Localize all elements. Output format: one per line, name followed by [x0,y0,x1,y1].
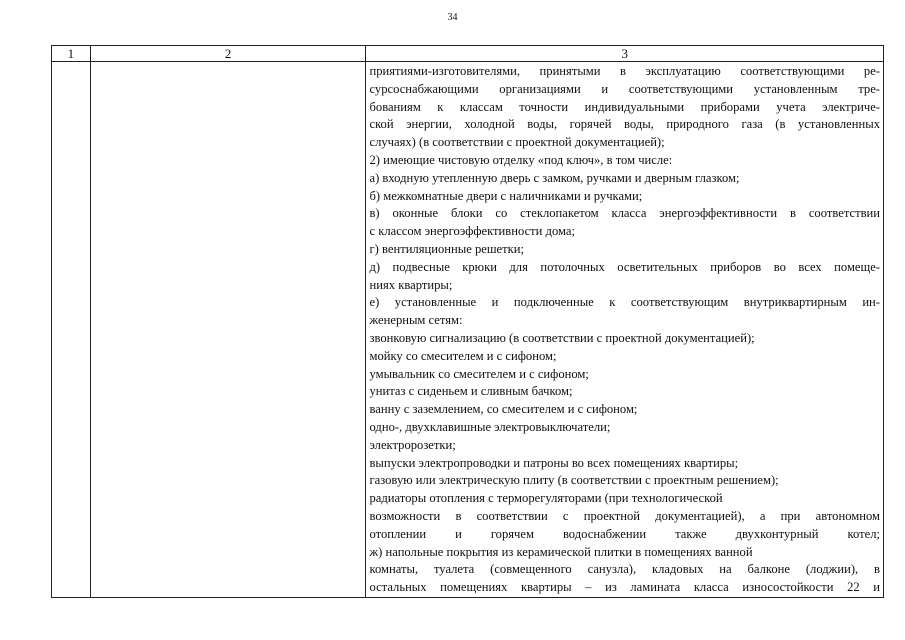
text-line: остальных помещениях квартиры – из ламината класса износостойкости 22 и [369,580,880,595]
column-header-3: 3 [366,46,884,62]
text-line: женерным сетям: [369,313,463,328]
text-line: электророзетки; [369,437,456,452]
text-line: ж) напольные покрытия из керамической плитки в помещениях ванной [369,544,753,559]
text-line: унитаз с сиденьем и сливным бачком; [369,384,573,399]
text-line: комнаты, туалета (совмещенного санузла), кладовых на балконе (лоджии), в [369,562,880,577]
text-line: г) вентиляционные решетки; [369,241,525,256]
document-table [51,45,884,598]
text-line: а) входную утепленную дверь с замком, ручками и дверным глазком; [369,170,740,185]
page-number: 34 [447,12,458,23]
text-line: возможности в соответствии с проектной документацией), а при автономном [369,508,880,523]
text-line: ской энергии, холодной воды, горячей воды, природного газа (в установленных [369,117,880,132]
table-header-row [52,46,884,62]
text-line: умывальник со смесителем и с сифоном; [369,366,589,381]
text-line: 2) имеющие чистовую отделку «под ключ», в том числе: [369,152,673,167]
text-line: одно-, двухклавишные электровыключатели; [369,419,611,434]
text-line: е) установленные и подключенные к соответствующим внутриквартирным ин- [369,295,880,310]
text-line: газовую или электрическую плиту (в соответствии с проектным решением); [369,473,779,488]
text-line: в) оконные блоки со стеклопакетом класса энергоэффективности в соответствии [369,206,880,221]
text-line: мойку со смесителем и с сифоном; [369,348,557,363]
text-line: звонковую сигнализацию (в соответствии с проектной документацией); [369,330,755,345]
text-line: бованиям к классам точности индивидуальными приборами учета электриче- [369,99,880,114]
text-line: отоплении и горячем водоснабжении также двухконтурный котел; [369,526,880,541]
text-line: радиаторы отопления с терморегуляторами (при технологической [369,491,723,506]
text-line: б) межкомнатные двери с наличниками и ручками; [369,188,643,203]
cell-col-3 [366,62,884,598]
cell-col-2 [90,62,366,598]
text-line: д) подвесные крюки для потолочных осветительных приборов во всех помеще- [369,259,880,274]
text-line: ниях квартиры; [369,277,453,292]
text-line: выпуски электропроводки и патроны во всех помещениях квартиры; [369,455,739,470]
column-header-1: 1 [52,46,91,62]
text-line: ванну с заземлением, со смесителем и с сифоном; [369,402,638,417]
table-row [52,62,884,598]
cell-col-1 [52,62,91,598]
text-line: сурсоснабжающими организациями и соответствующими установленным тре- [369,81,880,96]
text-line: случаях) (в соответствии с проектной документацией); [369,135,665,150]
requirements-text [366,62,883,597]
column-header-2: 2 [90,46,366,62]
text-line: приятиями-изготовителями, принятыми в эксплуатацию соответствующими ре- [369,64,880,78]
text-line: с классом энергоэффективности дома; [369,224,575,239]
